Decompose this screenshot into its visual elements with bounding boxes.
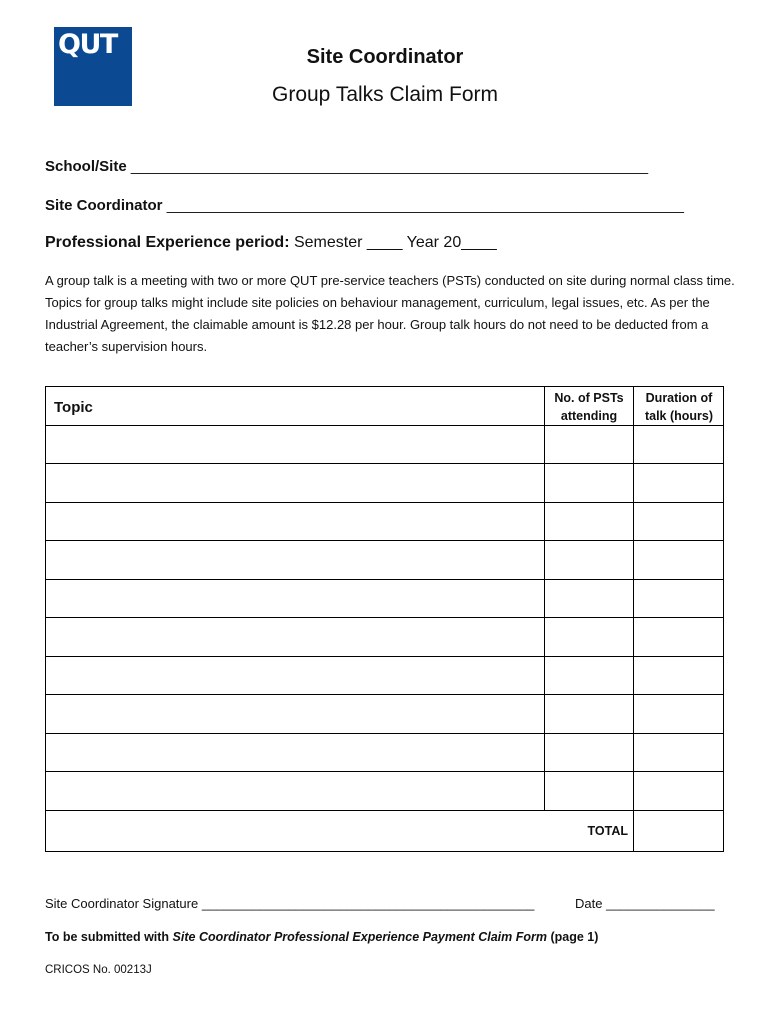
submission-note	[45, 930, 598, 944]
total-label: TOTAL	[587, 824, 628, 838]
site-coordinator-blank[interactable]: ______________________________________________________________	[166, 197, 684, 214]
row-divider	[46, 733, 723, 734]
school-site-blank[interactable]: ______________________________________________________________	[130, 158, 649, 175]
header-duration: Duration of talk (hours)	[644, 391, 714, 423]
claim-table	[45, 386, 724, 852]
signature-field[interactable]	[45, 896, 534, 911]
page-subtitle: Group Talks Claim Form	[272, 83, 498, 106]
date-label: Date	[575, 896, 603, 911]
column-divider	[633, 387, 634, 852]
qut-logo	[54, 27, 132, 106]
column-divider	[544, 387, 545, 810]
cricos-number: CRICOS No. 00213J	[45, 964, 152, 976]
site-coordinator-label: Site Coordinator	[45, 197, 163, 214]
row-divider	[46, 425, 723, 426]
row-divider	[46, 502, 723, 503]
row-divider	[46, 656, 723, 657]
year-label: Year 20	[406, 234, 462, 251]
date-blank[interactable]: _______________	[606, 896, 715, 911]
signature-blank[interactable]: ______________________________________________	[201, 896, 535, 911]
school-site-label: School/Site	[45, 158, 127, 175]
header-psts-attending: No. of PSTs attending	[554, 391, 624, 423]
description-paragraph: A group talk is a meeting with two or more QUT pre-service teachers (PSTs) conducted on site during normal class time. Topics for group talks might include site policies on behaviour management, curriculum, legal issues, etc. As per the Industrial Agreement, the claimable amount is $12.28 per hour. Group talk hours do not need to be deducted from a teacher’s supervision hours.	[45, 273, 735, 354]
row-divider	[46, 579, 723, 580]
row-divider	[46, 463, 723, 464]
row-divider	[46, 540, 723, 541]
period-field	[45, 234, 497, 252]
row-divider	[46, 694, 723, 695]
semester-blank[interactable]: ____	[366, 234, 403, 251]
row-divider	[46, 771, 723, 772]
semester-label: Semester	[293, 234, 363, 251]
submit-suffix: (page 1)	[546, 930, 599, 944]
school-site-field[interactable]	[45, 158, 648, 175]
header-topic: Topic	[54, 399, 93, 416]
year-blank[interactable]: ____	[461, 234, 497, 251]
page-title: Site Coordinator	[306, 46, 464, 68]
site-coordinator-field[interactable]	[45, 197, 684, 214]
row-divider	[46, 617, 723, 618]
submit-prefix: To be submitted with	[45, 930, 173, 944]
signature-label: Site Coordinator Signature	[45, 896, 199, 911]
submit-form-name: Site Coordinator Professional Experience Payment Claim Form	[172, 930, 547, 944]
row-divider	[46, 810, 723, 811]
date-field[interactable]	[575, 896, 715, 911]
logo-text: QUT	[58, 29, 117, 60]
period-label: Professional Experience period:	[45, 234, 290, 251]
